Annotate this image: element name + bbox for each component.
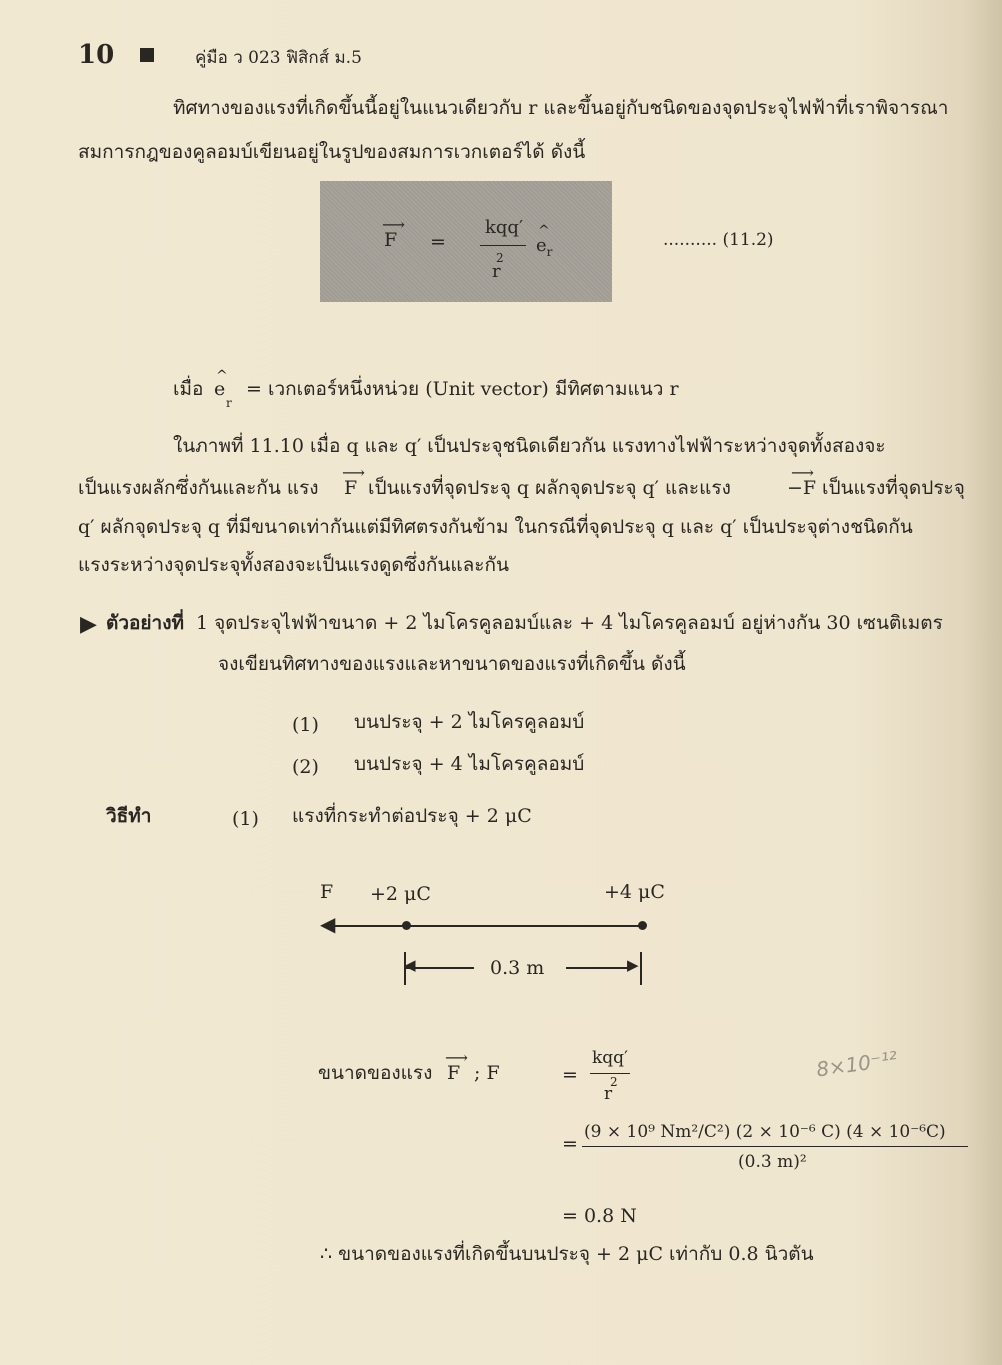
vector-arrow-icon: ⟶ (791, 463, 814, 482)
equation-denominator: r (492, 261, 501, 282)
example-line-1: 1 จุดประจุไฟฟ้าขนาด + 2 ไมโครคูลอมบ์และ + 4 ไมโครคูลอมบ์ อยู่ห่างกัน 30 เซนติเมตร (196, 612, 943, 634)
vector-arrow-icon: ⟶ (445, 1048, 468, 1067)
dimension-line-left (406, 967, 474, 969)
arrow-left-icon: ◀ (320, 912, 336, 936)
equation-numerator: kqq′ (485, 217, 524, 238)
paragraph-line-2c: เป็นแรงที่จุดประจุ (822, 477, 965, 499)
example-line-2: จงเขียนทิศทางของแรงและหาขนาดของแรงที่เกิดขึ้น ดังนี้ (218, 653, 686, 675)
calc-denominator-2: (0.3 m)² (738, 1152, 807, 1172)
solution-step-text: แรงที่กระทำต่อประจุ + 2 μC (292, 805, 532, 827)
calc-denominator-1-exp: 2 (610, 1075, 618, 1089)
example-item-1-text: บนประจุ + 2 ไมโครคูลอมบ์ (354, 711, 585, 733)
where-prefix: เมื่อ (173, 378, 204, 400)
equation-unit-vector: $e_r$ (536, 235, 553, 259)
equation-number: .......... (11.2) (663, 230, 774, 250)
intro-line-2: สมการกฎของคูลอมบ์เขียนอยู่ในรูปของสมการเวกเตอร์ได้ ดังนี้ (78, 141, 586, 163)
vector-arrow-icon: ⟶ (342, 463, 365, 482)
page-number: 10 (78, 40, 115, 70)
paragraph-line-1: ในภาพที่ 11.10 เมื่อ q และ q′ เป็นประจุชนิดเดียวกัน แรงทางไฟฟ้าระหว่างจุดทั้งสองจะ (173, 435, 886, 457)
calc-label: ขนาดของแรง (318, 1062, 433, 1084)
hat-icon: ^ (538, 223, 550, 239)
paragraph-line-4: แรงระหว่างจุดประจุทั้งสองจะเป็นแรงดูดซึ่งกันและกัน (78, 554, 509, 576)
calc-numerator-2: (9 × 10⁹ Nm²/C²) (2 × 10⁻⁶ C) (4 × 10⁻⁶C) (584, 1122, 946, 1142)
calc-numerator-1: kqq′ (592, 1048, 628, 1068)
calc-result: = 0.8 N (562, 1205, 637, 1227)
handwritten-note: 8×10⁻¹² (814, 1046, 899, 1082)
solution-step-num: (1) (232, 808, 259, 830)
header-square-icon (140, 48, 154, 62)
calc-vector-f: ⟶ F (445, 1048, 468, 1084)
paragraph-line-2a: เป็นแรงผลักซึ่งกันและกัน แรง (78, 477, 319, 499)
equation-denominator-exp: 2 (496, 251, 504, 265)
where-text: = เวกเตอร์หนึ่งหน่วย (Unit vector) มีทิศตามแนว r (246, 378, 679, 400)
vector-arrow-icon: ⟶ (382, 215, 405, 234)
calc-denominator-1: r (604, 1084, 613, 1104)
charge-1-dot (402, 921, 411, 930)
diagram-charge-1-label: +2 μC (370, 883, 431, 905)
calc-equals-2: = (562, 1133, 578, 1155)
example-label: ตัวอย่างที่ (106, 612, 185, 634)
dimension-arrow-left-icon: ◀ (404, 956, 416, 974)
diagram-charge-2-label: +4 μC (604, 881, 665, 903)
calc-fraction-bar-1 (590, 1073, 630, 1074)
diagram-force-label: F (320, 881, 334, 903)
paragraph-line-2b: เป็นแรงที่จุดประจุ q ผลักจุดประจุ q′ และแรง (368, 477, 731, 499)
paragraph-vector-negf: ⟶ −F (787, 463, 817, 499)
example-item-2-num: (2) (292, 756, 319, 778)
calc-f-symbol: ; F (474, 1062, 500, 1084)
calc-conclusion: ∴ ขนาดของแรงที่เกิดขึ้นบนประจุ + 2 μC เท่ากับ 0.8 นิวตัน (320, 1243, 814, 1265)
dimension-line-right (566, 967, 632, 969)
intro-line-1: ทิศทางของแรงที่เกิดขึ้นนี้อยู่ในแนวเดียวกับ r และขึ้นอยู่กับชนิดของจุดประจุไฟฟ้าที่เราพิจารณา (173, 97, 949, 119)
equation-fraction-bar (480, 245, 526, 246)
calc-equals-1: = (562, 1064, 578, 1086)
diagram-line (332, 925, 643, 927)
solution-label: วิธีทำ (106, 805, 152, 827)
dimension-tick-right (640, 952, 642, 985)
paragraph-line-3: q′ ผลักจุดประจุ q ที่มีขนาดเท่ากันแต่มีทิศตรงกันข้าม ในกรณีที่จุดประจุ q และ q′ เป็นประจุต่างชนิดกัน (78, 516, 913, 538)
hat-icon: ^ (216, 368, 228, 384)
example-item-1-num: (1) (292, 714, 319, 736)
calc-fraction-bar-2 (582, 1146, 968, 1147)
equation-box (320, 181, 612, 302)
charge-2-dot (638, 921, 647, 930)
where-symbol: e (214, 378, 226, 400)
example-item-2-text: บนประจุ + 4 ไมโครคูลอมบ์ (354, 753, 585, 775)
example-marker-icon: ▶ (80, 612, 97, 637)
diagram-distance-label: 0.3 m (490, 957, 545, 979)
where-sub: r (226, 396, 232, 410)
equation-lhs: ⟶ F (382, 215, 405, 251)
equation-equals: = (430, 231, 446, 253)
header-title: คู่มือ ว 023 ฟิสิกส์ ม.5 (195, 48, 362, 68)
paragraph-vector-f: ⟶ F (342, 463, 365, 499)
dimension-arrow-right-icon: ▶ (627, 956, 639, 974)
